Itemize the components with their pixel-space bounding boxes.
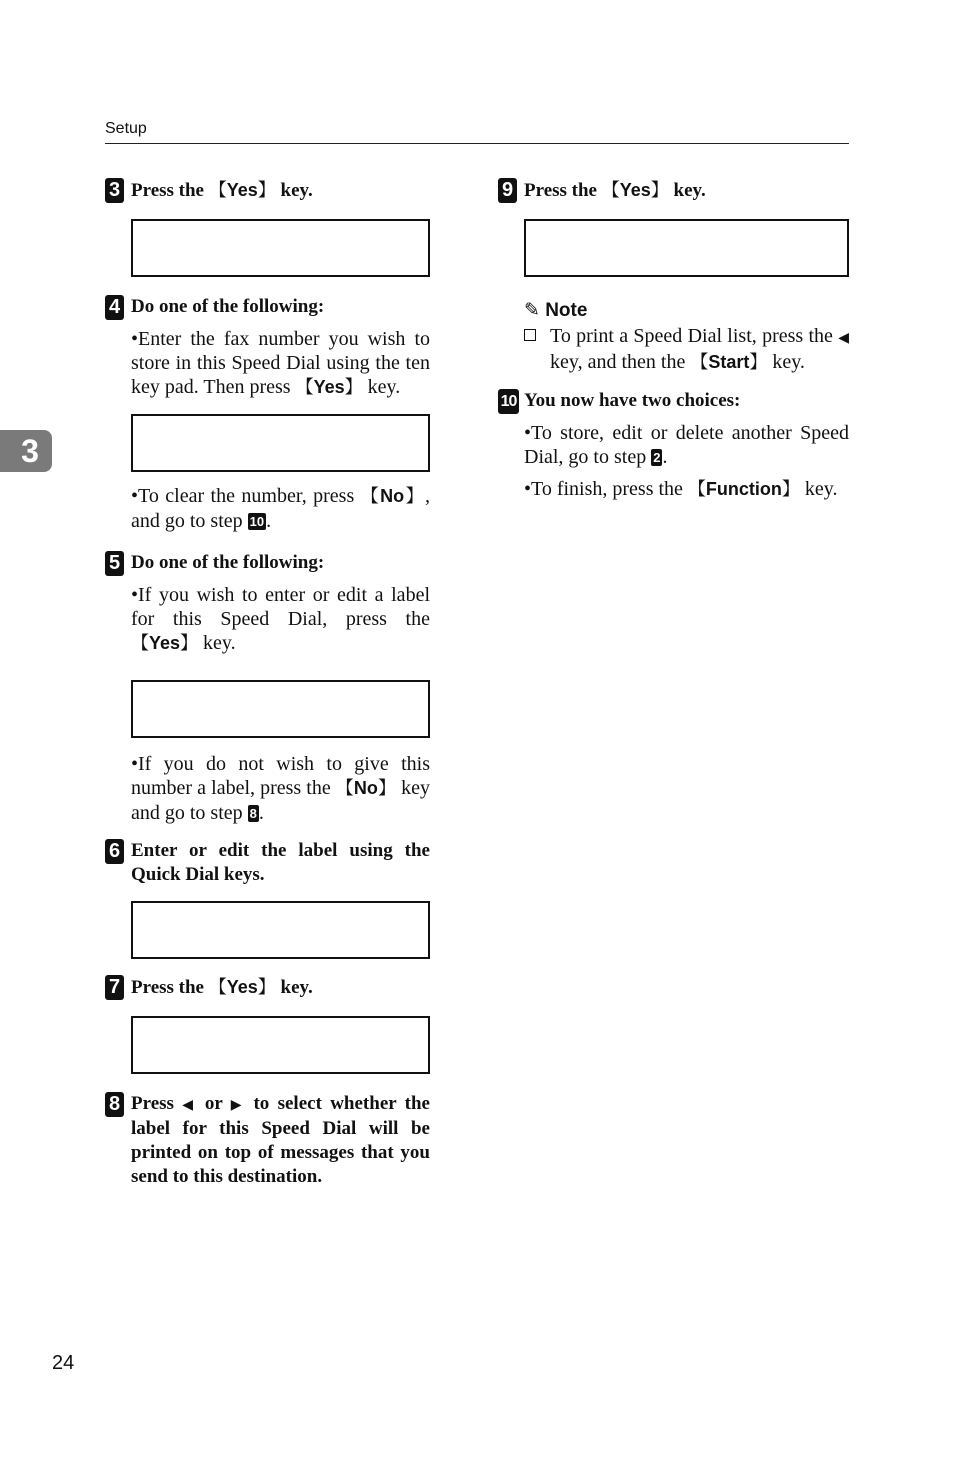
right-arrow-icon: ▶: [230, 1097, 246, 1113]
step-3: [105, 178, 430, 277]
note-title: ✎ Note: [524, 300, 588, 321]
note-item: To print a Speed Dial list, press the ◀ key, and then the 【Start】 key.: [524, 324, 849, 375]
step-number: 10: [498, 389, 519, 414]
step-number: 8: [105, 1092, 124, 1117]
step-title: Enter or edit the label using the Quick Dial keys.: [131, 840, 430, 885]
step-number: 3: [105, 178, 124, 203]
lcd-display: [131, 680, 430, 738]
step-number: 6: [105, 839, 124, 864]
left-arrow-icon: ◀: [182, 1097, 197, 1113]
step-number: 7: [105, 975, 124, 1000]
right-column: [498, 178, 849, 502]
checkbox-icon: [524, 329, 536, 341]
step-reference: 2: [653, 450, 661, 465]
step-number: 9: [498, 178, 517, 203]
instruction-text: •To store, edit or delete another Speed Dial, go to step 2 .: [524, 422, 849, 468]
step-title: Do one of the following:: [131, 552, 325, 573]
note: [498, 299, 849, 375]
step-6: [105, 839, 430, 959]
step-title: Press the 【Yes】 key.: [131, 180, 313, 201]
step-title: Press ◀ or ▶ to select whether the label for this Speed Dial will be printed on top of messages that you send to this destination.: [131, 1093, 430, 1187]
step-title: Press the 【Yes】 key.: [131, 977, 313, 998]
lcd-display: [131, 219, 430, 277]
step-reference: 10: [249, 514, 265, 529]
lcd-display: [524, 219, 849, 277]
instruction-text: •To finish, press the 【Function】 key.: [524, 478, 838, 500]
step-8: [105, 1092, 430, 1189]
left-column: [105, 178, 430, 1189]
pencil-icon: ✎: [524, 300, 540, 321]
section-title: Setup: [105, 120, 147, 137]
step-title: You now have two choices:: [524, 390, 741, 411]
page-number: 24: [52, 1352, 75, 1374]
step-reference: 8: [249, 806, 257, 821]
step-4: [105, 295, 430, 533]
lcd-display: [131, 901, 430, 959]
step-title: Press the 【Yes】 key.: [524, 180, 706, 201]
step-10: [498, 389, 849, 502]
step-number: 5: [105, 551, 124, 576]
step-9: [498, 178, 849, 277]
instruction-text: •If you do not wish to give this number a label, press the 【No】 key and go to step 8 .: [131, 753, 431, 824]
lcd-display: [131, 414, 430, 472]
step-5: [105, 551, 430, 825]
instruction-text: •Enter the fax number you wish to store in this Speed Dial using the ten key pad. Then press 【Yes】 key.: [131, 328, 430, 398]
step-7: [105, 975, 430, 1074]
instruction-text: •To clear the number, press 【No】, and go to step 10 .: [131, 485, 430, 532]
left-arrow-icon: ◀: [838, 330, 849, 346]
key-label: Yes: [226, 180, 258, 200]
lcd-display: [131, 1016, 430, 1074]
chapter-tab: 3: [0, 430, 52, 472]
instruction-text: •If you wish to enter or edit a label for this Speed Dial, press the 【Yes】 key.: [131, 584, 430, 654]
step-number: 4: [105, 295, 124, 320]
running-header: [105, 120, 849, 144]
step-title: Do one of the following:: [131, 296, 325, 317]
